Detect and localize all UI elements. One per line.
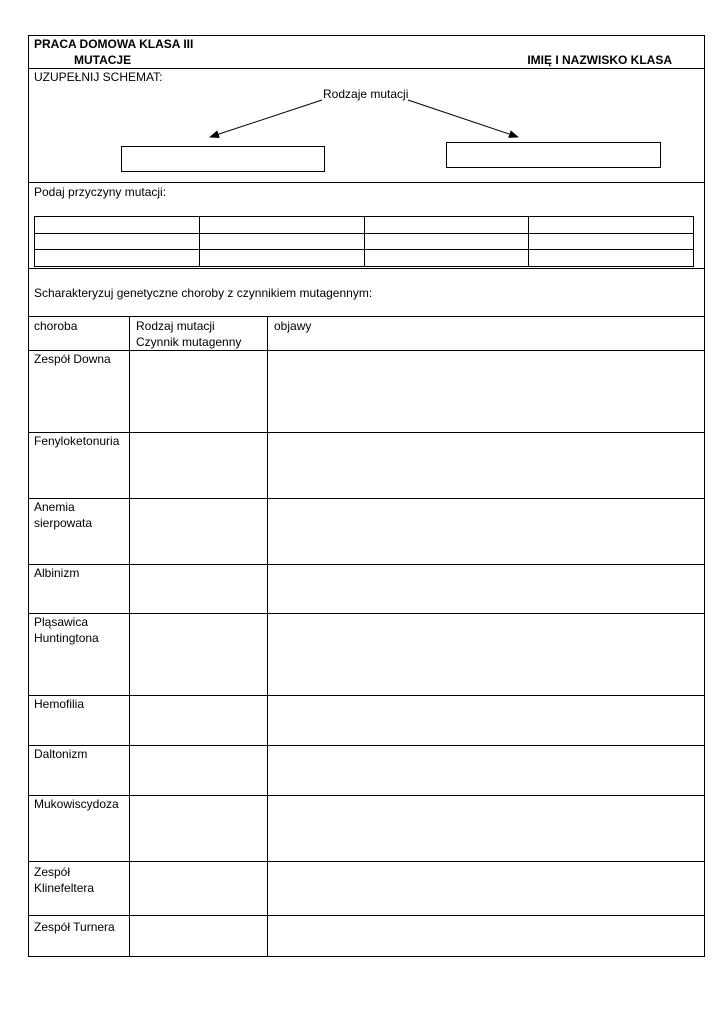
causes-cell[interactable] — [35, 217, 199, 233]
mutation-type-cell[interactable] — [130, 862, 267, 915]
disease-name: Albinizm — [34, 566, 80, 580]
column-header-symptoms: objawy — [274, 319, 312, 333]
causes-cell[interactable] — [35, 250, 199, 266]
mutation-type-cell[interactable] — [130, 746, 267, 795]
mutation-type-cell[interactable] — [130, 614, 267, 695]
causes-cell[interactable] — [529, 250, 693, 266]
disease-name: Zespół Turnera — [34, 920, 115, 934]
diseases-prompt: Scharakteryzuj genetyczne choroby z czynnikiem mutagennym: — [34, 286, 373, 300]
symptoms-cell[interactable] — [268, 862, 704, 915]
schema-answer-box-left[interactable] — [121, 146, 325, 172]
disease-name: Fenyloketonuria — [34, 434, 120, 448]
schema-divider — [28, 182, 705, 183]
causes-cell[interactable] — [200, 250, 364, 266]
disease-name: Zespół Downa — [34, 352, 111, 366]
causes-cell[interactable] — [365, 234, 528, 249]
symptoms-cell[interactable] — [268, 433, 704, 498]
arrow-left — [210, 100, 322, 137]
mutation-type-cell[interactable] — [130, 565, 267, 613]
disease-name: Daltonizm — [34, 747, 88, 761]
student-name-class-label: IMIĘ I NAZWISKO KLASA — [527, 53, 672, 67]
schema-instruction: UZUPEŁNIJ SCHEMAT: — [34, 70, 163, 84]
column-header-mutation-type: Rodzaj mutacji Czynnik mutagenny — [136, 319, 242, 349]
worksheet-title: PRACA DOMOWA KLASA III — [34, 37, 194, 51]
symptoms-cell[interactable] — [268, 614, 704, 695]
causes-cell[interactable] — [529, 217, 693, 233]
disease-name: Pląsawica Huntingtona — [34, 615, 99, 645]
symptoms-cell[interactable] — [268, 796, 704, 861]
schema-arrows — [0, 0, 724, 200]
symptoms-cell[interactable] — [268, 351, 704, 432]
arrow-right — [408, 100, 518, 137]
causes-grid — [34, 216, 694, 267]
symptoms-cell[interactable] — [268, 696, 704, 745]
causes-divider — [28, 268, 705, 269]
mutation-type-cell[interactable] — [130, 433, 267, 498]
disease-name: Hemofilia — [34, 697, 85, 711]
mutation-type-cell[interactable] — [130, 916, 267, 956]
causes-cell[interactable] — [365, 217, 528, 233]
mutation-type-cell[interactable] — [130, 796, 267, 861]
mutation-type-cell[interactable] — [130, 351, 267, 432]
symptoms-cell[interactable] — [268, 746, 704, 795]
disease-name: Anemia sierpowata — [34, 500, 93, 530]
causes-prompt: Podaj przyczyny mutacji: — [34, 185, 167, 199]
symptoms-cell[interactable] — [268, 499, 704, 564]
causes-cell[interactable] — [35, 234, 199, 249]
mutation-type-cell[interactable] — [130, 696, 267, 745]
symptoms-cell[interactable] — [268, 565, 704, 613]
disease-name: Mukowiscydoza — [34, 797, 119, 811]
causes-cell[interactable] — [200, 234, 364, 249]
causes-cell[interactable] — [529, 234, 693, 249]
column-header-disease: choroba — [34, 319, 78, 333]
causes-cell[interactable] — [200, 217, 364, 233]
schema-root-label: Rodzaje mutacji — [323, 87, 409, 101]
disease-name: Zespół Klinefeltera — [34, 865, 95, 895]
schema-answer-box-right[interactable] — [446, 142, 661, 168]
mutation-type-cell[interactable] — [130, 499, 267, 564]
worksheet-topic: MUTACJE — [74, 53, 132, 67]
symptoms-cell[interactable] — [268, 916, 704, 956]
causes-cell[interactable] — [365, 250, 528, 266]
